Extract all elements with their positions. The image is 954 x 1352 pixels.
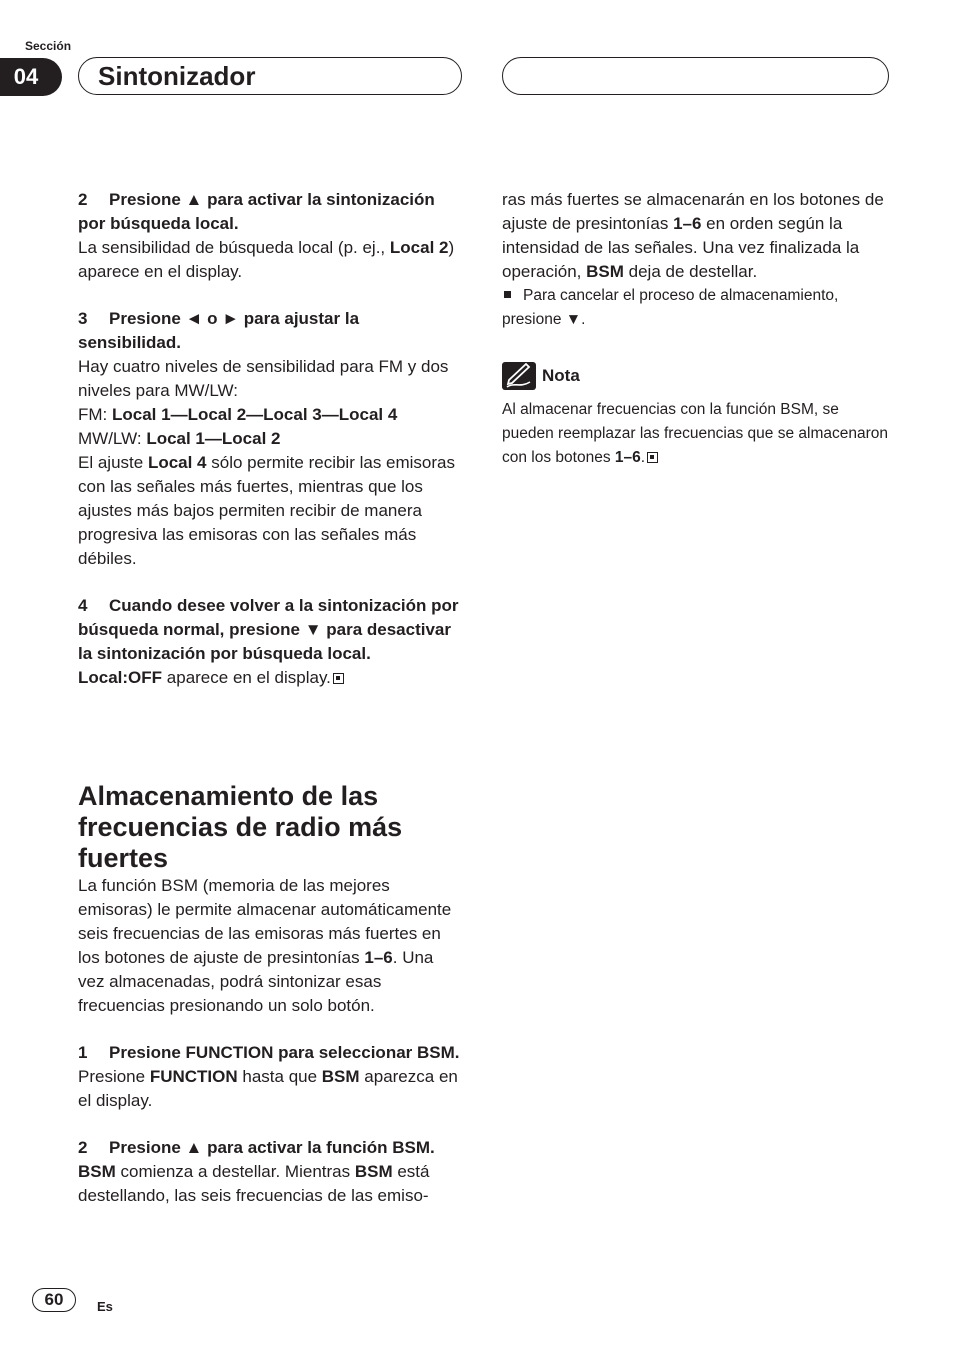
end-mark-icon bbox=[647, 452, 658, 463]
chapter-title: Sintonizador bbox=[98, 60, 256, 91]
end-mark-icon bbox=[333, 673, 344, 684]
bsm-continued: ras más fuertes se almacenarán en los botones de ajuste de presintonías 1–6 en orden según la intensidad de las señales. Una vez finalizada la operación, BSM deja de destellar. bbox=[502, 190, 884, 281]
note-header bbox=[502, 362, 890, 390]
mw-levels: MW/LW: Local 1—Local 2 bbox=[78, 429, 281, 448]
step-4-body: Local:OFF aparece en el display. bbox=[78, 666, 464, 690]
bsm-step-2-heading: 2 Presione ▲ para activar la función BSM. bbox=[78, 1138, 435, 1157]
language-code: Es bbox=[97, 1299, 113, 1314]
note-body: Al almacenar frecuencias con la función BSM, se pueden reemplazar las frecuencias que se almacenaron con los botones 1–6. bbox=[502, 401, 889, 466]
step-3-body: Hay cuatro niveles de sensibilidad para FM y dos niveles para MW/LW: bbox=[78, 357, 449, 400]
bsm-intro: La función BSM (memoria de las mejores emisoras) le permite almacenar automáticamente seis frecuencias de las emisoras más fuertes en los botones de ajuste de presintonías 1–6. Una vez almacenadas, podrá sintonizar esas frecuencias presionando un solo botón. bbox=[78, 876, 452, 1015]
step-3-note: El ajuste Local 4 sólo permite recibir las emisoras con las señales más fuertes, mientras que los ajustes más bajos permiten recibir de manera progresiva las emisoras con las señales más débiles. bbox=[78, 453, 455, 568]
fm-levels: FM: Local 1—Local 2—Local 3—Local 4 bbox=[78, 405, 398, 424]
bullet-icon bbox=[504, 291, 511, 298]
section-number-tab: 04 bbox=[0, 58, 62, 96]
right-column bbox=[502, 188, 890, 470]
step-3-heading: 3 Presione ◄ o ► para ajustar la sensibilidad. bbox=[78, 309, 360, 352]
bsm-section bbox=[78, 781, 464, 1208]
bsm-step-1-heading: 1 Presione FUNCTION para seleccionar BSM. bbox=[78, 1043, 460, 1062]
left-column bbox=[78, 188, 464, 690]
bsm-step-1-body: Presione FUNCTION hasta que BSM aparezca en el display. bbox=[78, 1067, 458, 1110]
page-number: 60 bbox=[32, 1288, 76, 1312]
header-empty-box bbox=[502, 57, 889, 95]
cancel-bullet: Para cancelar el proceso de almacenamiento, presione ▼. bbox=[502, 287, 839, 328]
note-pencil-icon bbox=[502, 362, 536, 390]
bsm-step-2-body: BSM comienza a destellar. Mientras BSM está destellando, las seis frecuencias de las emiso- bbox=[78, 1162, 430, 1205]
section-label: Sección bbox=[25, 39, 72, 53]
step-2-body: La sensibilidad de búsqueda local (p. ej., Local 2) aparece en el display. bbox=[78, 238, 455, 281]
note-title: Nota bbox=[542, 366, 580, 385]
chapter-title-box bbox=[78, 57, 462, 95]
step-4-heading: 4 Cuando desee volver a la sintonización por búsqueda normal, presione ▼ para desactivar la sintonización por búsqueda local. bbox=[78, 596, 459, 663]
section-heading: Almacenamiento de las frecuencias de radio más fuertes bbox=[78, 781, 403, 873]
step-2-heading: 2 Presione ▲ para activar la sintonización por búsqueda local. bbox=[78, 190, 435, 233]
